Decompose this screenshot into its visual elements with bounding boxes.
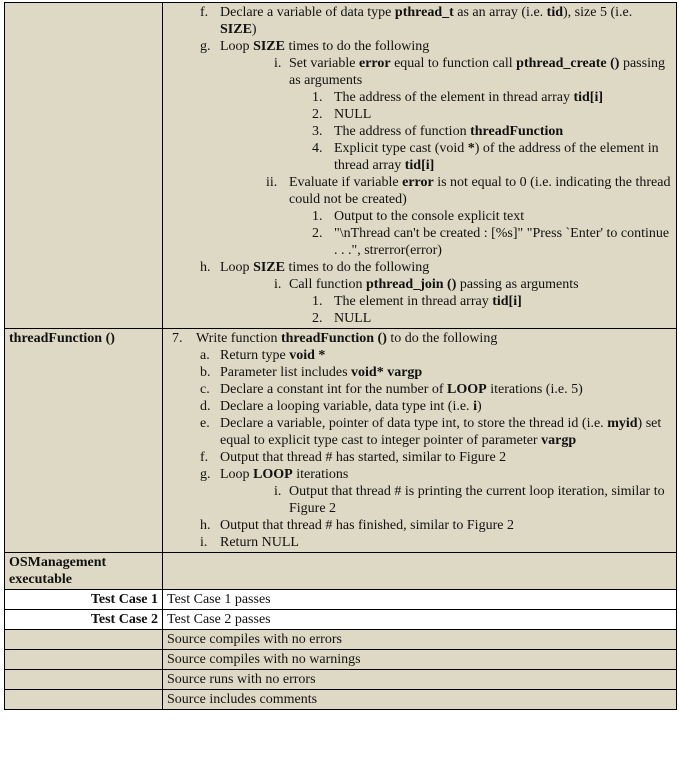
criteria-cell — [5, 690, 163, 710]
list-item: g. Loop LOOP iterations — [200, 467, 349, 482]
list-item: f. Declare a variable of data type pthread_t as an array (i.e. tid), size 5 (i.e. SIZE) — [200, 5, 633, 37]
list-item: a. Return type void * — [200, 348, 326, 363]
table-row — [5, 553, 677, 590]
list-item: h. Loop SIZE times to do the following — [200, 260, 430, 275]
criteria-label-threadfunction: threadFunction () — [5, 329, 163, 553]
list-item: 1. The element in thread array tid[i] — [312, 294, 522, 309]
table-row — [5, 670, 677, 690]
requirements-cell — [163, 329, 677, 553]
list-item: b. Parameter list includes void* vargp — [200, 365, 423, 380]
requirements-cell — [163, 3, 677, 329]
table-row — [5, 650, 677, 670]
test-case-label: Test Case 1 — [5, 590, 163, 610]
criteria-cell — [5, 670, 163, 690]
check-item: Source compiles with no errors — [163, 630, 677, 650]
list-item: i. Set variable error equal to function call pthread_create () passing as arguments — [274, 56, 665, 88]
table-row — [5, 590, 677, 610]
list-item: 2. NULL — [312, 311, 372, 326]
list-item: e. Declare a variable, pointer of data type int, to store the thread id (i.e. myid) set equal to explicit type cast to integer pointer of parameter vargp — [200, 416, 662, 448]
check-item: Source includes comments — [163, 690, 677, 710]
requirements-cell — [163, 553, 677, 590]
list-item: 4. Explicit type cast (void *) of the address of the element in thread array tid[i] — [312, 141, 659, 173]
list-item: g. Loop SIZE times to do the following — [200, 39, 430, 54]
list-item: 2. NULL — [312, 107, 372, 122]
criteria-cell — [5, 650, 163, 670]
table-row — [5, 329, 677, 553]
table-row — [5, 690, 677, 710]
table-row — [5, 3, 677, 329]
list-item: 3. The address of function threadFunction — [312, 124, 564, 139]
list-item: d. Declare a looping variable, data type int (i.e. i) — [200, 399, 482, 414]
list-item: 1. The address of the element in thread array tid[i] — [312, 90, 604, 105]
list-item: i. Return NULL — [200, 535, 299, 550]
list-item: i. Output that thread # is printing the current loop iteration, similar to Figure 2 — [274, 484, 665, 516]
list-item: 1. Output to the console explicit text — [312, 209, 525, 224]
list-item: h. Output that thread # has finished, similar to Figure 2 — [200, 518, 514, 533]
list-item: c. Declare a constant int for the number of LOOP iterations (i.e. 5) — [200, 382, 583, 397]
check-item: Source compiles with no warnings — [163, 650, 677, 670]
check-item: Source runs with no errors — [163, 670, 677, 690]
rubric-table — [4, 2, 677, 710]
list-item: f. Output that thread # has started, similar to Figure 2 — [200, 450, 507, 465]
list-item: i. Call function pthread_join () passing as arguments — [274, 277, 579, 292]
list-item: ii. Evaluate if variable error is not equal to 0 (i.e. indicating the thread could not be created) — [266, 175, 671, 207]
criteria-label-executable: OSManagement executable — [5, 553, 163, 590]
list-item: 2. "\nThread can't be created : [%s]" "Press `Enter' to continue . . .", strerror(error) — [312, 226, 670, 258]
table-row — [5, 630, 677, 650]
test-case-value: Test Case 1 passes — [163, 590, 677, 610]
test-case-label: Test Case 2 — [5, 610, 163, 630]
criteria-cell — [5, 3, 163, 329]
table-row — [5, 610, 677, 630]
test-case-value: Test Case 2 passes — [163, 610, 677, 630]
criteria-cell — [5, 630, 163, 650]
list-item: 7. Write function threadFunction () to do the following — [172, 331, 498, 346]
